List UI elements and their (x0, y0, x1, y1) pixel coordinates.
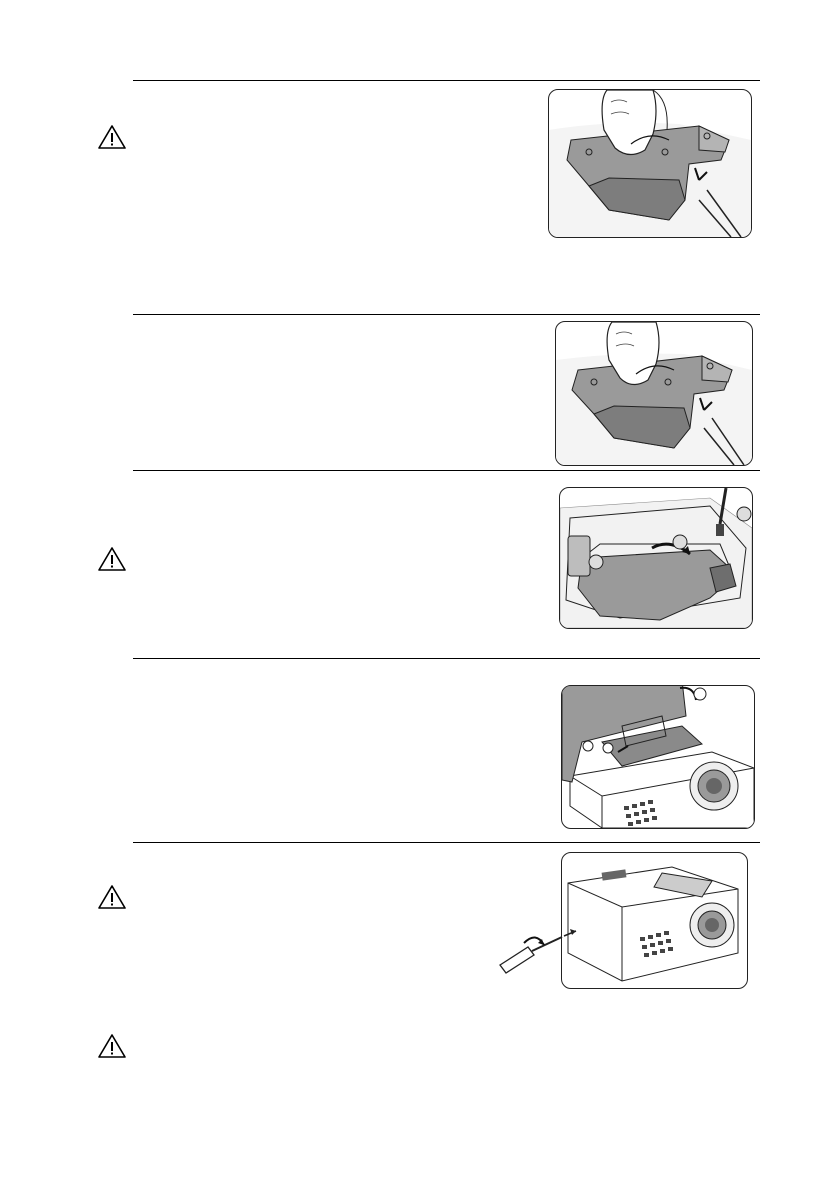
screwdriver-icon (496, 925, 586, 975)
warning-icon (97, 1033, 127, 1059)
figure-lamp-lift-2 (555, 321, 753, 466)
section-divider-1 (133, 80, 760, 81)
figure-cover-screw (561, 852, 748, 989)
warning-icon (97, 884, 127, 910)
figure-lamp-lift-1 (548, 89, 752, 238)
warning-icon (97, 546, 127, 572)
figure-lamp-screw (559, 487, 753, 629)
section-divider-5 (133, 842, 760, 843)
section-divider-3 (133, 470, 760, 471)
section-divider-2 (133, 314, 760, 315)
warning-icon (97, 124, 127, 150)
section-divider-4 (133, 658, 760, 659)
figure-lamp-cover-open (561, 685, 755, 829)
